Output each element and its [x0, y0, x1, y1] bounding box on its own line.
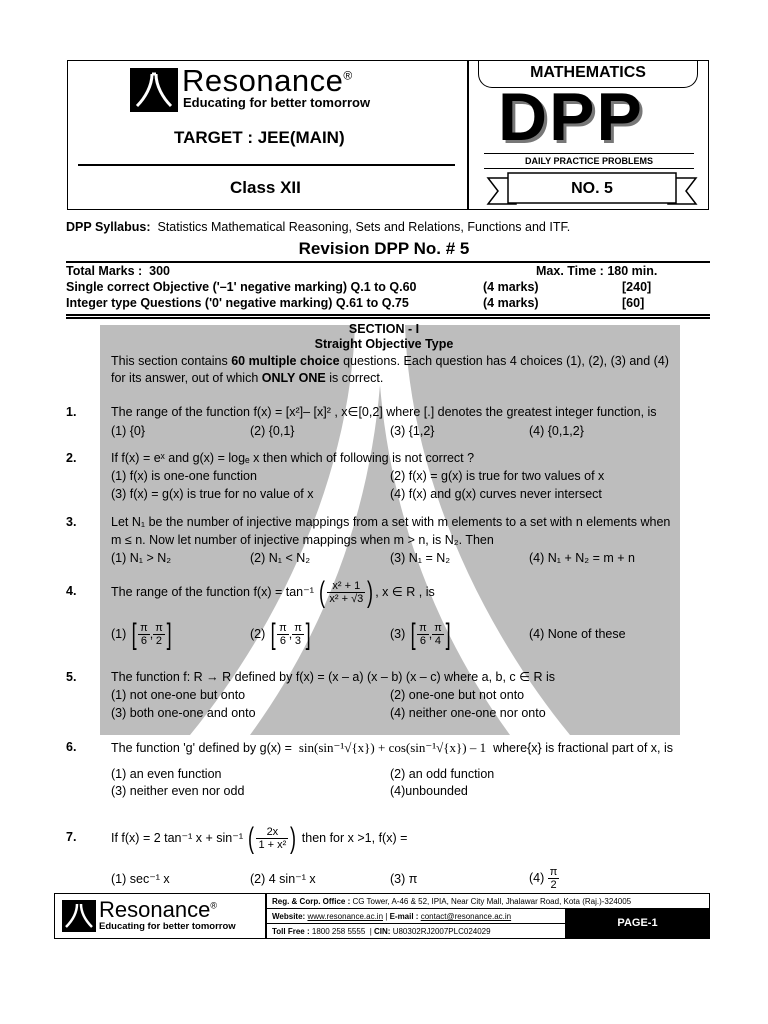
option: (2) {0,1}: [250, 424, 295, 438]
option: (1) not one-one but onto: [111, 688, 246, 702]
question-text: The function 'g' defined by g(x) = sin(sin⁻¹√{x}) + cos(sin⁻¹√{x}) – 1 where{x} is fractional part of x, is: [111, 740, 674, 755]
footer-office: Reg. & Corp. Office : CG Tower, A-46 & 52, IPIA, Near City Mall, Jhalawar Road, Kota (Raj.)-324005: [272, 897, 632, 906]
option: (2) 4 sin⁻¹ x: [250, 872, 316, 886]
page-title: Revision DPP No. # 5: [298, 239, 470, 258]
resonance-logo-icon: [130, 68, 178, 112]
max-time: Max. Time : 180 min.: [536, 264, 658, 278]
option: (4) {0,1,2}: [529, 424, 584, 438]
dpp-title: DPP: [498, 79, 644, 155]
total-marks: Total Marks : 300: [66, 264, 170, 278]
option: (4) N₁ + N₂ = m + n: [529, 551, 635, 565]
option: (1) sec⁻¹ x: [111, 872, 170, 886]
marks-row-marks: (4 marks): [483, 280, 539, 294]
question-number: 3.: [66, 515, 77, 529]
question-text: The function f: R → R defined by f(x) = (x – a) (x – b) (x – c) where a, b, c ∈ R is: [111, 670, 556, 684]
marks-row-total: [60]: [622, 296, 645, 310]
marks-row-desc: Single correct Objective ('–1' negative marking) Q.1 to Q.60: [66, 280, 417, 294]
header-rule: [78, 164, 455, 166]
section-title: SECTION - I: [348, 322, 420, 336]
syllabus-label: DPP Syllabus:: [66, 220, 151, 234]
option: (3) {1,2}: [390, 424, 435, 438]
question-text: If f(x) = eˣ and g(x) = logₑ x then which of following is not correct ?: [111, 451, 475, 465]
option: (3) π: [390, 872, 418, 886]
option: (2) f(x) = g(x) is true for two values of x: [390, 469, 605, 483]
option: (2) one-one but not onto: [390, 688, 525, 702]
option: (3) N₁ = N₂: [390, 551, 451, 565]
question-number: 1.: [66, 405, 77, 419]
option: (4) f(x) and g(x) curves never intersect: [390, 487, 602, 501]
resonance-logo-icon: [62, 900, 96, 932]
question-number: 2.: [66, 451, 77, 465]
option: (1) f(x) is one-one function: [111, 469, 257, 483]
option: (3) f(x) = g(x) is true for no value of x: [111, 487, 314, 501]
email-link[interactable]: contact@resonance.ac.in: [420, 912, 512, 921]
question-text: The range of the function f(x) = tan⁻¹ ( $\frac{\text{x² + 1}}{\text{x² + √3}}$ ) , x ∈ R , is: [111, 575, 435, 609]
question-text: Let N₁ be the number of injective mappings from a set with m elements to a set with n elements when: [111, 515, 671, 529]
marks-rule: [66, 317, 710, 319]
footer-brand: Resonance®: [99, 897, 217, 922]
section-intro: This section contains 60 multiple choice questions. Each question has 4 choices (1), (2), (3) and (4): [111, 354, 669, 368]
class-label: Class XII: [230, 178, 301, 197]
marks-row-total: [240]: [622, 280, 652, 294]
target-label: TARGET : JEE(MAIN): [174, 128, 345, 147]
option: (2) N₁ < N₂: [250, 551, 311, 565]
footer-rule: [265, 923, 565, 924]
page-number: PAGE-1: [566, 909, 709, 938]
question-number: 4.: [66, 584, 77, 598]
question-text: m ≤ n. Now let number of injective mappings when m > n, is N₂. Then: [111, 533, 494, 547]
question-text: The range of the function f(x) = [x²]– [x]² , x∈[0,2] where [.] denotes the greatest integer function, is: [111, 405, 657, 419]
dpp-number: NO. 5: [571, 180, 613, 197]
syllabus-line: [66, 219, 570, 236]
option: (4) $\frac{\pi}{2}$: [529, 866, 558, 892]
question-text: If f(x) = 2 tan⁻¹ x + sin⁻¹ ( $\frac{2x}{\text{1 + x²}}$ ) then for x >1, f(x) =: [111, 821, 408, 855]
option: (3) [ $\frac{\pi}{6}$ , $\frac{\pi}{4}$ ]: [390, 617, 451, 651]
option: (1) [ $\frac{\pi}{6}$ , $\frac{\pi}{2}$ ]: [111, 617, 172, 651]
dpp-subtitle: DAILY PRACTICE PROBLEMS: [484, 153, 694, 169]
question-number: 7.: [66, 830, 77, 844]
question-number: 6.: [66, 740, 77, 754]
option: (1) an even function: [111, 767, 222, 781]
marks-rule: [66, 314, 710, 316]
marks-row-desc: Integer type Questions ('0' negative marking) Q.61 to Q.75: [66, 296, 409, 310]
footer-tollfree: Toll Free : 1800 258 5555 | CIN: U80302RJ2007PLC024029: [272, 927, 491, 936]
section-subtitle: Straight Objective Type: [314, 337, 454, 351]
question-number: 5.: [66, 670, 77, 684]
header-divider: [467, 60, 469, 210]
option: (3) both one-one and onto: [111, 706, 256, 720]
option: (4)unbounded: [390, 784, 468, 798]
option: (1) N₁ > N₂: [111, 551, 172, 565]
website-link[interactable]: www.resonance.ac.in: [307, 912, 384, 921]
syllabus-text: Statistics Mathematical Reasoning, Sets and Relations, Functions and ITF.: [157, 220, 571, 234]
option: (2) an odd function: [390, 767, 495, 781]
marks-row-marks: (4 marks): [483, 296, 539, 310]
option: (1) {0}: [111, 424, 146, 438]
option: (2) [ $\frac{\pi}{6}$ , $\frac{\pi}{3}$ ]: [250, 617, 311, 651]
footer-contact: Website: www.resonance.ac.in | E-mail : contact@resonance.ac.in: [272, 912, 512, 921]
fraction: $\frac{\text{x² + 1}}{\text{x² + √3}}$: [329, 580, 364, 606]
footer-divider: [265, 893, 267, 939]
subject-label: MATHEMATICS: [530, 64, 646, 81]
option: (4) neither one-one nor onto: [390, 706, 546, 720]
footer-tagline: Educating for better tomorrow: [99, 921, 236, 932]
brand-name: Resonance®: [182, 63, 353, 98]
option: (3) neither even nor odd: [111, 784, 245, 798]
brand-tagline: Educating for better tomorrow: [183, 95, 371, 110]
math-expression: sin(sin⁻¹√{x}) + cos(sin⁻¹√{x}) – 1: [298, 740, 487, 755]
option: (4) None of these: [529, 627, 626, 641]
section-intro: for its answer, out of which ONLY ONE is correct.: [111, 371, 384, 385]
